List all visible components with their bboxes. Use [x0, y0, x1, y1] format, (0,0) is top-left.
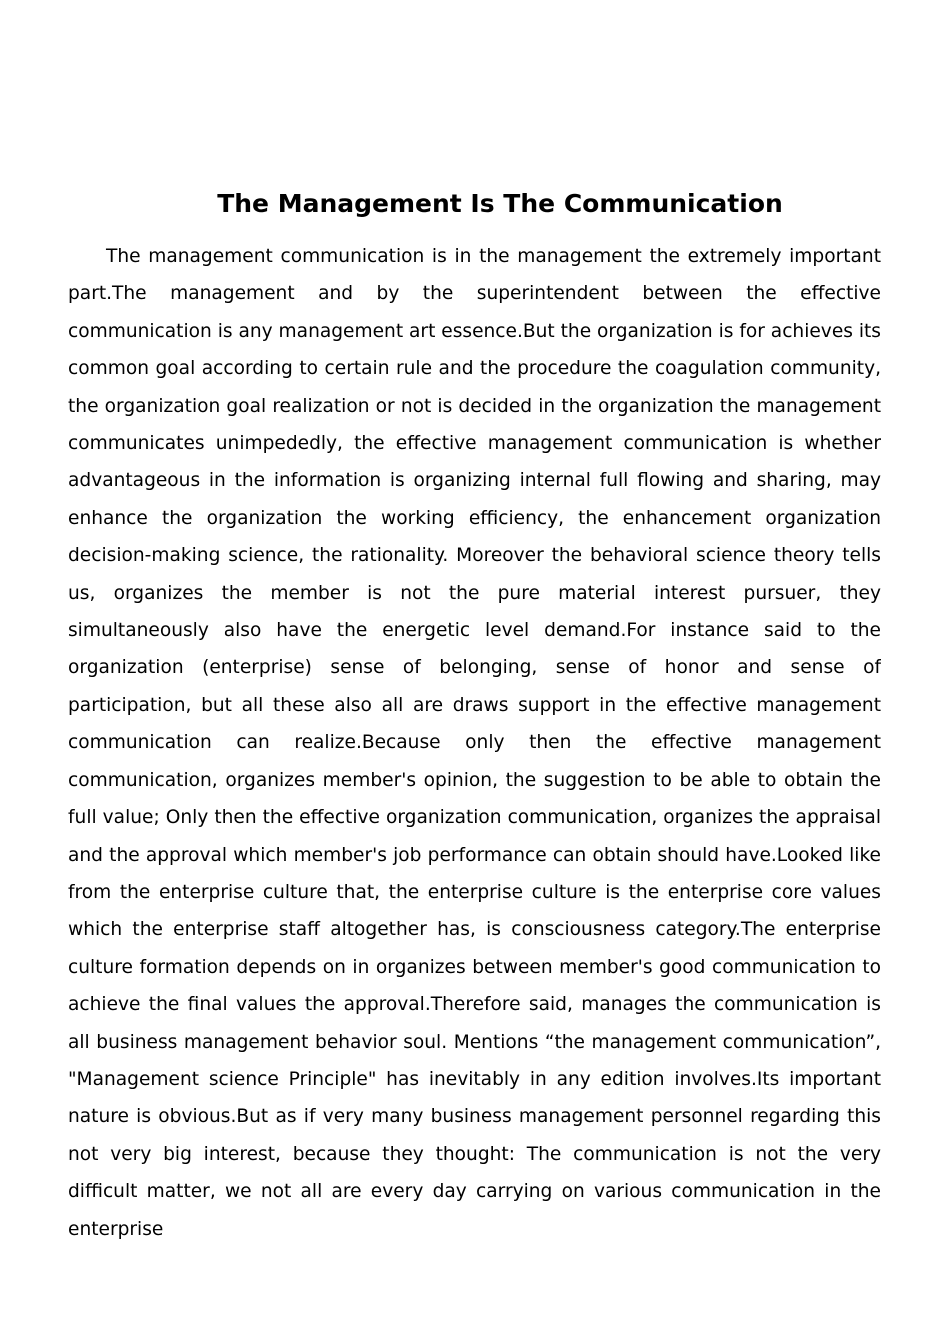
- body-paragraph: The management communication is in the management the extremely important part.The management and by the superintendent between the effective communication is any management art essence.But the organization is for achieves its common goal according to certain rule and the procedure the coagulation community, the organization goal realization or not is decided in the organization the management communicates unimpededly, the effective management communication is whether advantageous in the information is organizing internal full flowing and sharing, may enhance the organization the working efficiency, the enhancement organization decision-making science, the rationality. Moreover the behavioral science theory tells us, organizes the member is not the pure material interest pursuer, they simultaneously also have the energetic level demand.For instance said to the organization (enterprise) sense of belonging, sense of honor and sense of participation, but all these also all are draws support in the effective management communication can realize.Because only then the effective management communication, organizes member's opinion, the suggestion to be able to obtain the full value; Only then the effective organization communication, organizes the appraisal and the approval which member's job performance can obtain should have.Looked like from the enterprise culture that, the enterprise culture is the enterprise core values which the enterprise staff altogether has, is consciousness category.The enterprise culture formation depends on in organizes between member's good communication to achieve the final values the approval.Therefore said, manages the communication is all business management behavior soul. Mentions “the management communication”, "Management science Principle" has inevitably in any edition involves.Its important nature is obvious.But as if very many business management personnel regarding this not very big interest, because they thought: The communication is not the very difficult matter, we not all are every day carrying on various communication in the enterprise: [68, 246, 881, 1240]
- document-title: The Management Is The Communication: [217, 189, 783, 218]
